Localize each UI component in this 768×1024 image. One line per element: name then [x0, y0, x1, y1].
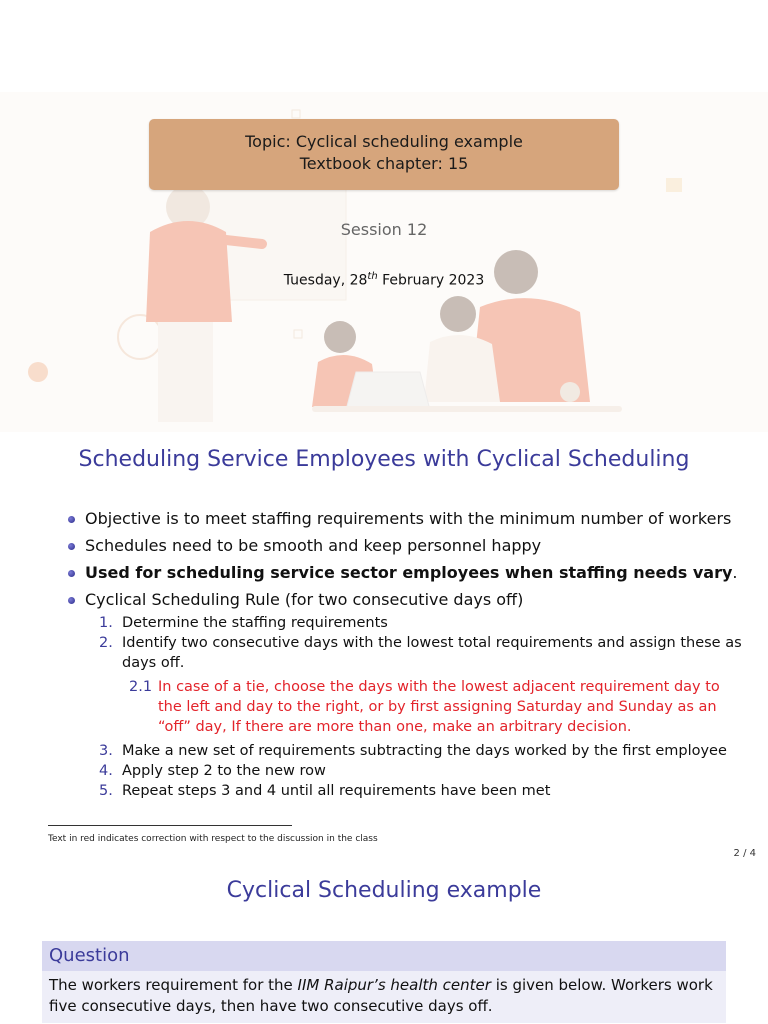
step-text: Repeat steps 3 and 4 until all requirements have been met: [122, 783, 551, 799]
step-text: Identify two consecutive days with the lowest total requirements and assign these as days off.: [122, 635, 742, 671]
date-suffix: February 2023: [377, 272, 485, 289]
health-center-emphasis: IIM Raipur’s health center: [297, 976, 491, 994]
step-item: [85, 741, 748, 761]
chapter-line: Textbook chapter: 15: [299, 154, 469, 173]
question-text-end: is given below. Workers work five consecutive days, then have two consecutive days off.: [49, 976, 713, 1015]
step-number: 4.: [99, 763, 113, 779]
bullet-smooth-schedules: Schedules need to be smooth and keep personnel happy: [68, 532, 748, 559]
question-text: [42, 971, 726, 1023]
page-number: 2 / 4: [733, 848, 756, 859]
frame2-title: Cyclical Scheduling example: [226, 878, 542, 903]
date-prefix: Tuesday, 28: [283, 272, 368, 289]
question-text-start: The workers requirement for the: [49, 976, 298, 994]
frame1-title: Scheduling Service Employees with Cyclical Scheduling: [78, 447, 690, 472]
title-slide: [0, 92, 768, 432]
topic-box: [149, 119, 619, 190]
step-item: [85, 761, 748, 781]
date-ordinal: th: [367, 271, 378, 282]
bullet-rule-text: Cyclical Scheduling Rule (for two consecutive days off): [85, 590, 524, 609]
step-item: [85, 781, 748, 801]
step-item: [85, 633, 748, 673]
date-label: [0, 271, 768, 289]
bullet-service-sector-text: Used for scheduling service sector employees when staffing needs vary: [85, 563, 733, 582]
correction-substep: [85, 677, 748, 737]
bullet-rule: [68, 586, 748, 801]
bullet-service-sector: [68, 559, 748, 586]
step-text: Make a new set of requirements subtracting the days worked by the first employee: [122, 743, 727, 759]
rule-steps: [85, 613, 748, 801]
substep-number: 2.1: [129, 679, 153, 695]
footnote: Text in red indicates correction with respect to the discussion in the class: [48, 834, 378, 844]
step-number: 2.: [99, 635, 113, 651]
step-number: 5.: [99, 783, 113, 799]
substep-text: In case of a tie, choose the days with the lowest adjacent requirement day to the left and day to the right, or by first assigning Saturday and Sunday as an “off” day, If there are more than one, make an arbitrary decision.: [158, 679, 720, 735]
question-block: [42, 941, 726, 1023]
bullet-objective: Objective is to meet staffing requirements with the minimum number of workers: [68, 505, 748, 532]
topic-line: Topic: Cyclical scheduling example: [245, 132, 523, 151]
question-block-title: Question: [42, 941, 726, 971]
step-number: 1.: [99, 615, 113, 631]
step-number: 3.: [99, 743, 113, 759]
objectives-list: [68, 505, 748, 801]
step-text: Determine the staffing requirements: [122, 615, 388, 631]
footnote-divider: [48, 825, 292, 826]
step-text: Apply step 2 to the new row: [122, 763, 326, 779]
session-label: Session 12: [340, 220, 428, 239]
bullet-period: .: [732, 563, 738, 582]
step-item: [85, 613, 748, 633]
